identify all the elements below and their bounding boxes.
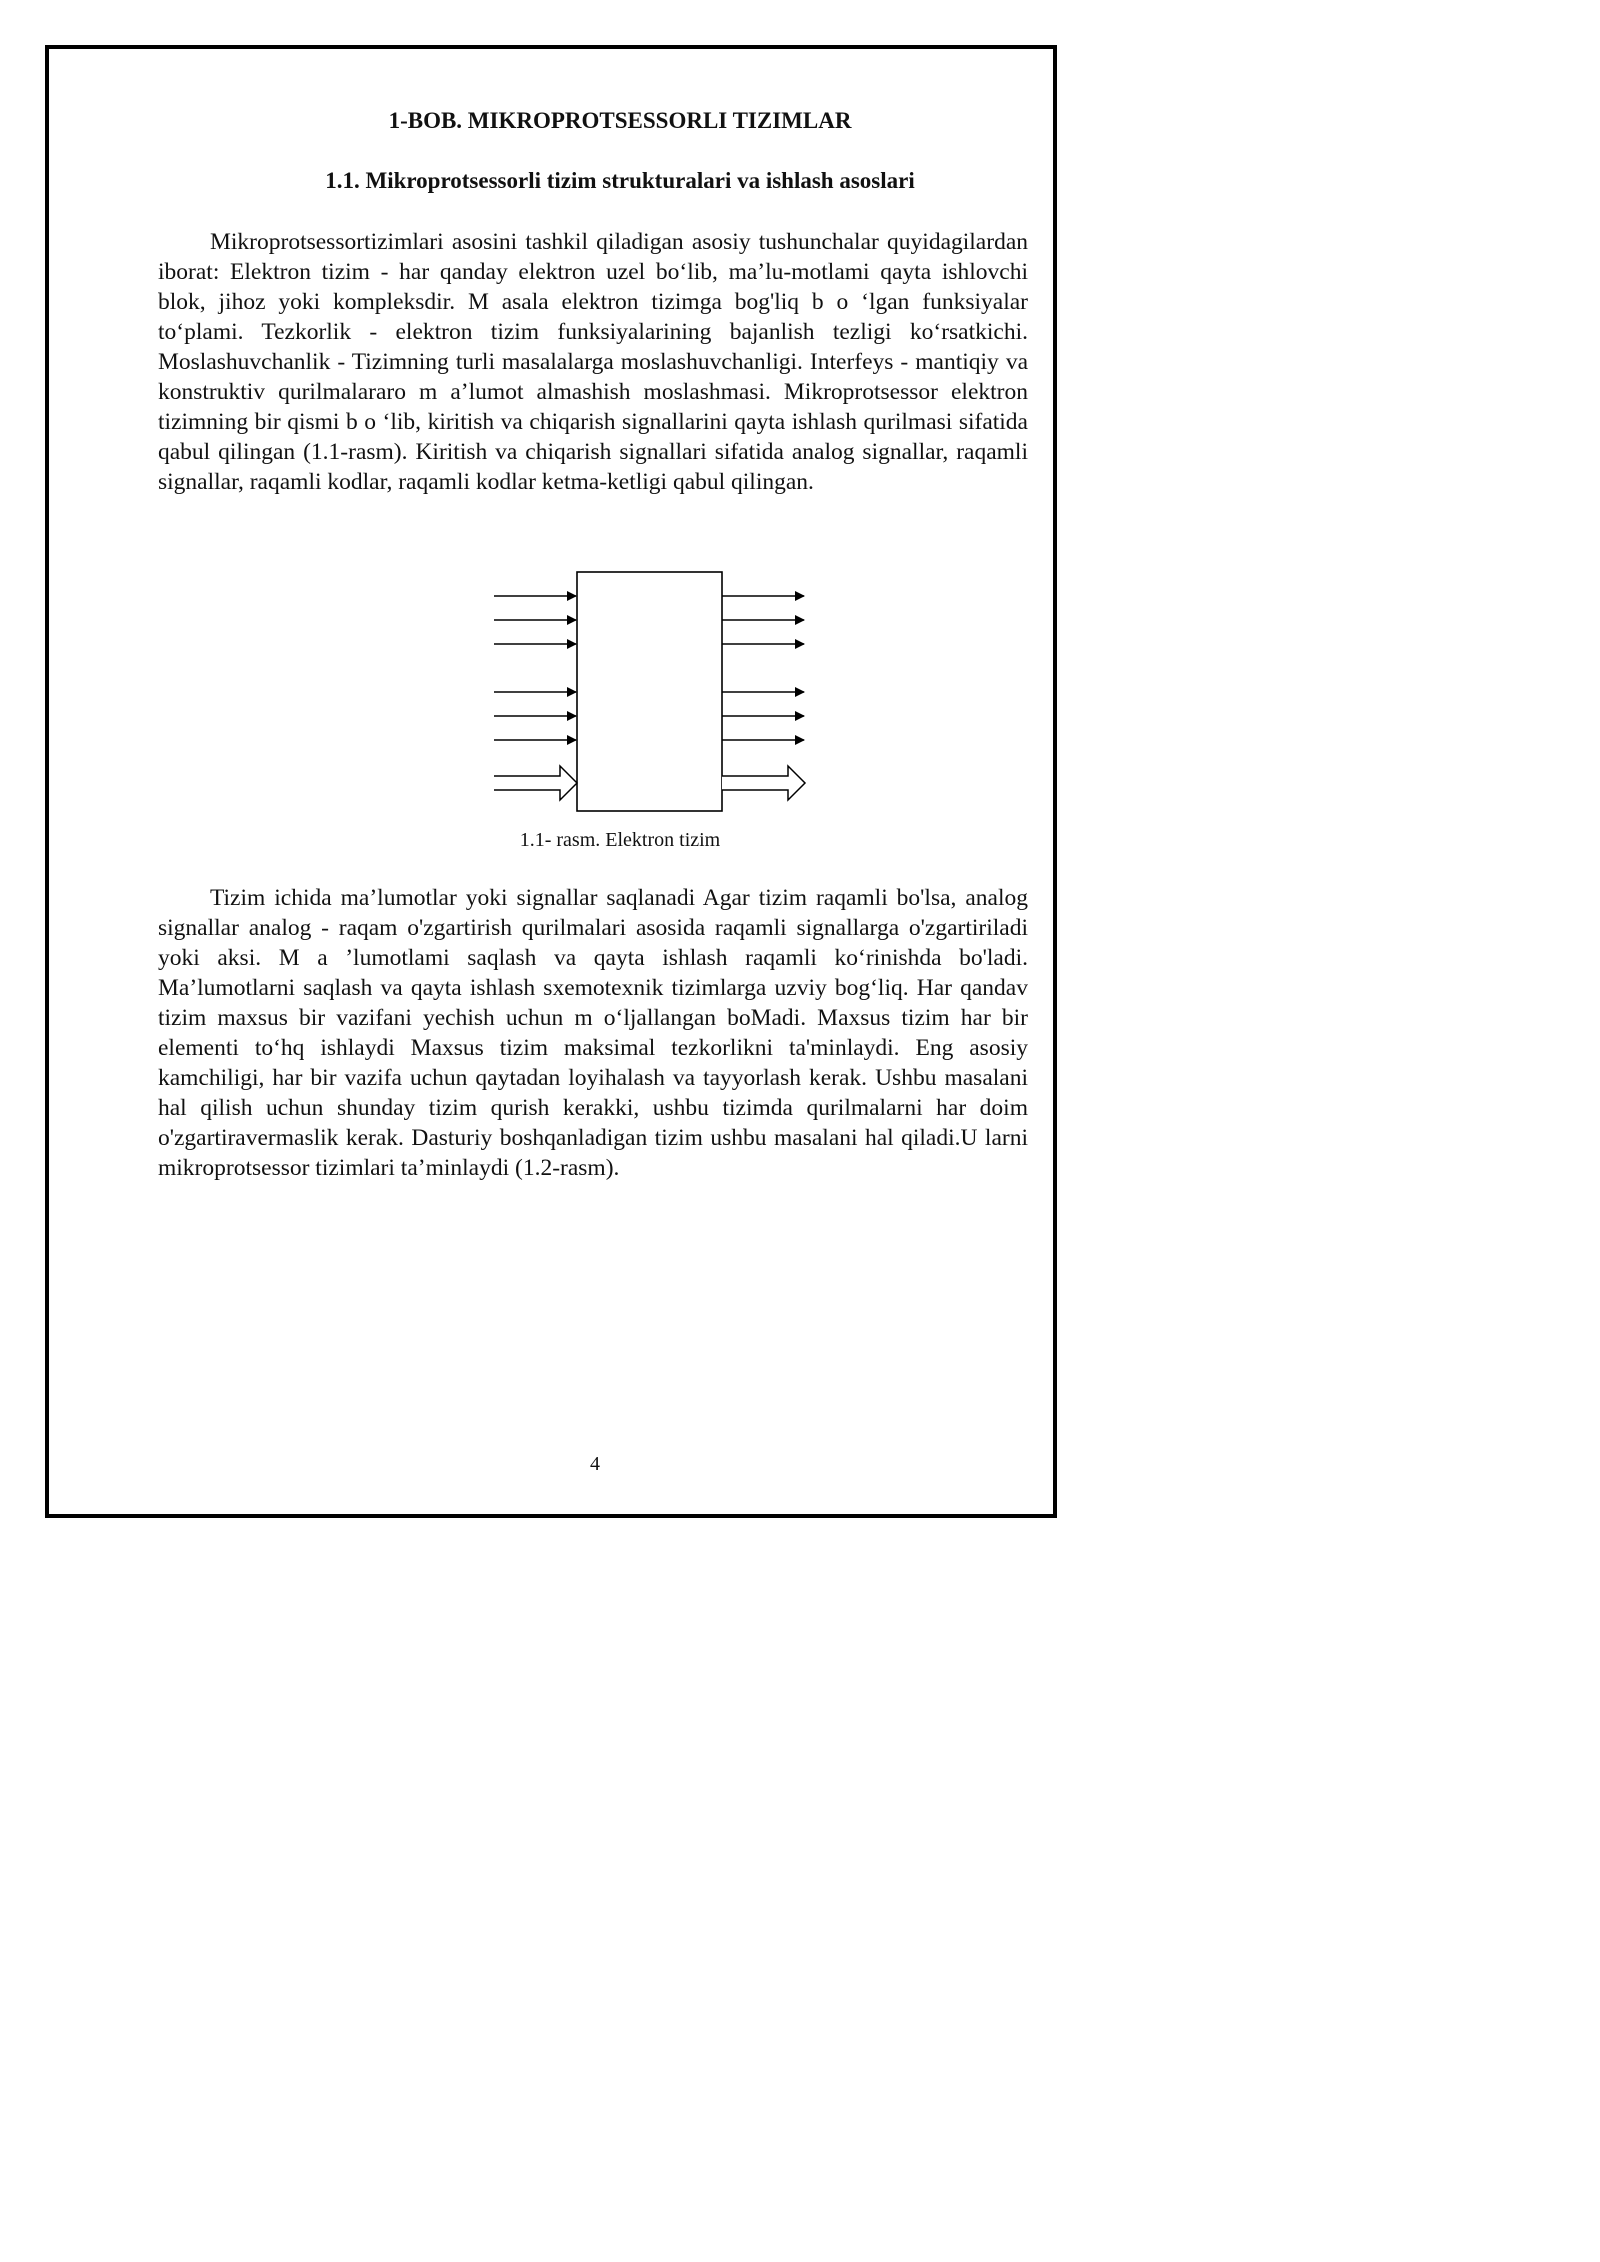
input-bus-arrow [494, 766, 577, 800]
system-block [577, 572, 722, 811]
paragraph-1: Mikroprotsessortizimlari asosini tashkil qiladigan asosiy tushunchalar quyidagilardan iborat: Elektron tizim - har qanday elektron uzel bo‘lib, ma’lu-motlami qayta ishlovchi blok, jihoz yoki kompleksdir. M asala elektron tizimga bog'liq b o ‘lgan funksiyalar to‘plami. Tezkorlik - elektron tizim funksiyalarining bajanlish tezligi ko‘rsatkichi. Moslashuvchanlik - Tizimning turli masalalarga moslashuvchanligi. Interfeys - mantiqiy va konstruktiv qurilmalararo m a’lumot almashish moslashmasi. Mikroprotsessor elektron tizimning bir qismi b o ‘lib, kiritish va chiqarish signallarini qayta ishlash qurilmasi sifatida qabul qilingan (1.1-rasm). Kiritish va chiqarish signallari sifatida analog signallar, raqamli signallar, raqamli kodlar, raqamli kodlar ketma-ketligi qabul qilingan. [158, 229, 1028, 495]
chapter-title: 1-BOB. MIKROPROTSESSORLI TIZIMLAR [388, 108, 852, 133]
output-arrows [722, 596, 804, 740]
input-arrows [494, 596, 576, 740]
electronic-system-diagram [490, 568, 810, 818]
paragraph-2: Tizim ichida ma’lumotlar yoki signallar saqlanadi Agar tizim raqamli bo'lsa, analog signallar analog - raqam o'zgartirish qurilmalari asosida raqamli signallarga o'zgartiriladi yoki aksi. M a ’lumotlami saqlash va qayta ishlash raqamli ko‘rinishda bo'ladi. Ma’lumotlarni saqlash va qayta ishlash sxemotexnik tizimlarga uzviy bog‘liq. Har qandav tizim maxsus bir vazifani yechish uchun m o‘ljallangan boMadi. Maxsus tizim har bir elementi to‘hq ishlaydi Maxsus tizim maksimal tezkorlikni ta'minlaydi. Eng asosiy kamchiligi, har bir vazifa uchun qaytadan loyihalash va tayyorlash kerak. Ushbu masalani hal qilish uchun shunday tizim qurish kerakki, ushbu tizimda qurilmalarni har doim o'zgartiravermaslik kerak. Dasturiy boshqanladigan tizim ushbu masalani hal qiladi.U larni mikroprotsessor tizimlari ta’minlaydi (1.2-rasm). [158, 885, 1028, 1181]
output-bus-arrow [722, 766, 805, 800]
page-number: 4 [590, 1453, 600, 1475]
figure-caption: 1.1- rasm. Elektron tizim [519, 829, 721, 851]
section-title: 1.1. Mikroprotsessorli tizim strukturalari va ishlash asoslari [325, 168, 915, 193]
